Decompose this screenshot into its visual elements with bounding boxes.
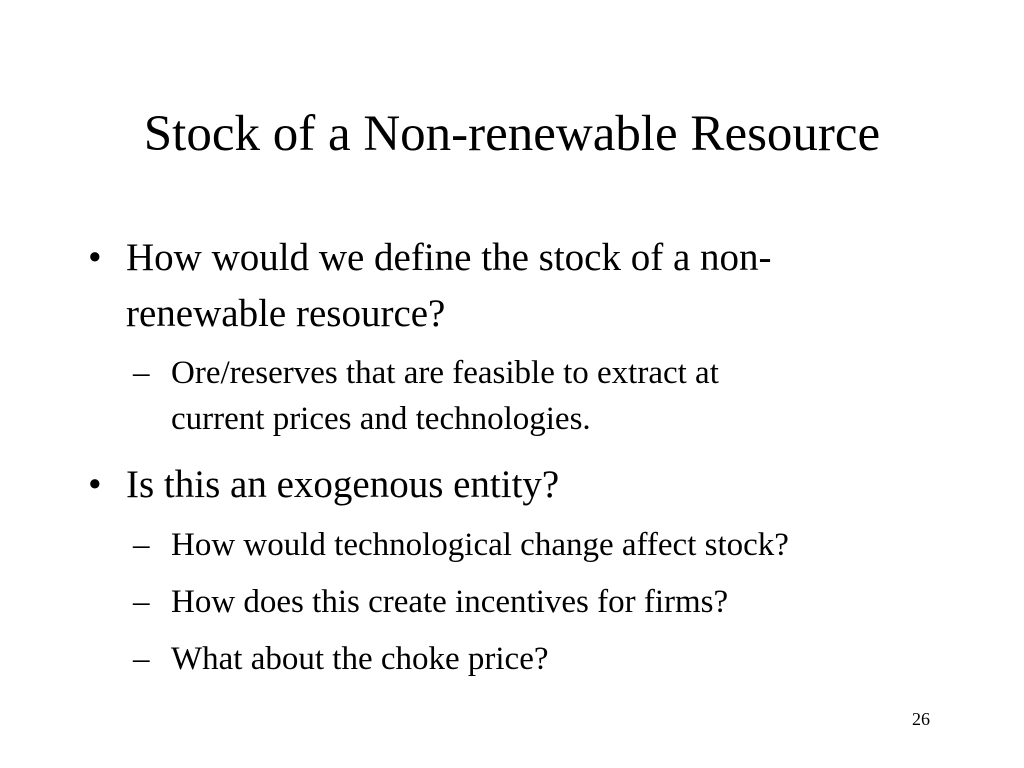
sub-bullet-marker: – xyxy=(133,355,150,391)
bullet-item xyxy=(88,230,772,342)
sub-bullet-item xyxy=(133,522,789,568)
sub-bullet-text-line: current prices and technologies. xyxy=(171,401,591,437)
bullet-marker: • xyxy=(88,236,102,279)
sub-bullet-item xyxy=(133,579,729,625)
slide-title: Stock of a Non-renewable Resource xyxy=(143,106,881,162)
bullet-text-line: Is this an exogenous entity? xyxy=(126,463,560,506)
sub-bullet-item xyxy=(133,350,719,442)
bullet-item xyxy=(88,457,560,513)
sub-bullet-marker: – xyxy=(133,584,150,620)
sub-bullet-item xyxy=(133,636,549,682)
page-number: 26 xyxy=(912,709,930,729)
sub-bullet-text-line: Ore/reserves that are feasible to extract at xyxy=(171,355,719,391)
sub-bullet-marker: – xyxy=(133,527,150,563)
bullet-marker: • xyxy=(88,463,102,506)
bullet-text-line: renewable resource? xyxy=(126,292,446,335)
sub-bullet-marker: – xyxy=(133,641,150,677)
sub-bullet-text-line: How does this create incentives for firms? xyxy=(171,584,729,620)
bullet-text-line: How would we define the stock of a non- xyxy=(126,236,772,279)
sub-bullet-text-line: What about the choke price? xyxy=(171,641,549,677)
sub-bullet-text-line: How would technological change affect stock? xyxy=(171,527,789,563)
